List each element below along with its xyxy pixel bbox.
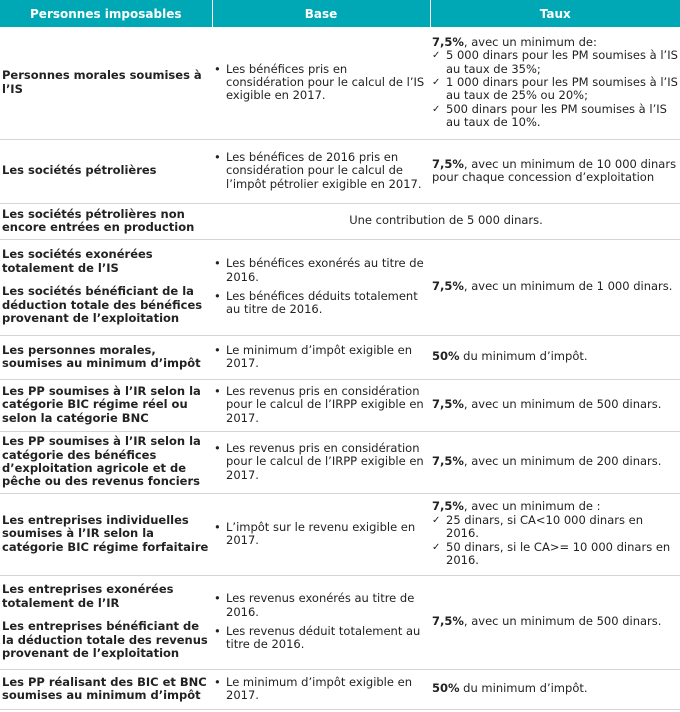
rate-value: 7,5% [432,279,464,294]
rate-value: 7,5% [432,454,464,469]
rate-description: du minimum d’impôt. [459,681,588,696]
rate-cell [430,379,680,431]
base-cell [212,575,430,669]
table-row [0,139,680,203]
base-list [214,151,428,191]
taxpayer-label: Les PP réalisant des BIC et BNC soumises au minimum d’impôt [2,674,207,702]
rate-cell [430,669,680,709]
rate-condition-item: ✓ 1 000 dinars pour les PM soumises à l’IS au taux de 25% ou 20%; [432,76,678,103]
rate-conditions [432,514,678,568]
base-cell [212,669,430,709]
taxpayer-cell [0,575,212,669]
taxpayer-cell [0,335,212,379]
rate-summary [432,158,678,185]
rate-summary [432,36,678,49]
rate-condition-item: ✓ 25 dinars, si CA<10 000 dinars en 2016. [432,514,678,541]
table-row [0,379,680,431]
header-row [0,0,680,27]
base-item: • L’impôt sur le revenu exigible en 2017. [214,521,428,548]
rate-summary [432,350,678,363]
rate-description: , avec un minimum de : [463,499,601,514]
rate-description: , avec un minimum de 200 dinars. [463,454,662,469]
header-taxpayers: Personnes imposables [0,0,212,27]
rate-summary [432,500,678,513]
taxpayer-cell [0,27,212,139]
rate-cell [430,575,680,669]
header-base: Base [212,0,430,27]
taxpayer-cell [0,239,212,335]
base-cell [212,379,430,431]
header-rate: Taux [430,0,680,27]
taxpayer-label: Les sociétés pétrolières non encore entrées en production [2,206,195,234]
taxpayer-cell [0,493,212,575]
base-list [214,63,428,103]
base-list [214,442,428,482]
rate-cell [430,239,680,335]
taxpayer-label: Les sociétés pétrolières [2,163,157,178]
base-item: • Les revenus déduit totalement au titre de 2016. [214,625,428,652]
taxpayer-label: Les entreprises exonérées totalement de l’IR [2,582,174,610]
taxpayer-label: Les personnes morales, soumises au minimum d’impôt [2,342,201,370]
base-cell [212,139,430,203]
rate-value: 7,5% [432,614,464,629]
base-item: • Les bénéfices exonérés au titre de 2016. [214,257,428,284]
merged-rate-cell: Une contribution de 5 000 dinars. [212,203,680,239]
table-row [0,669,680,709]
taxpayer-cell [0,669,212,709]
rate-conditions [432,49,678,129]
rate-value: 7,5% [432,397,464,412]
rate-value: 7,5% [432,499,464,514]
taxpayer-label: Les entreprises bénéficiant de la déduction totale des revenus provenant de l’exploitation [2,619,208,661]
table-row [0,335,680,379]
base-item: • Les revenus pris en considération pour le calcul de l’IRPP exigible en 2017. [214,442,428,482]
base-item: • Les bénéfices pris en considération pour le calcul de l’IS exigible en 2017. [214,63,428,103]
base-item: • Les revenus exonérés au titre de 2016. [214,592,428,619]
taxpayer-cell [0,139,212,203]
base-item: • Le minimum d’impôt exigible en 2017. [214,676,428,703]
rate-cell [430,139,680,203]
rate-cell [430,431,680,493]
rate-summary [432,615,678,628]
table-body [0,27,680,709]
rate-description: , avec un minimum de 500 dinars. [463,397,662,412]
rate-description: , avec un minimum de 500 dinars. [463,614,662,629]
taxpayer-label: Les PP soumises à l’IR selon la catégorie BIC régime réel ou selon la catégorie BNC [2,383,201,425]
rate-description: , avec un minimum de: [463,34,597,49]
taxpayer-cell [0,203,212,239]
rate-cell [430,27,680,139]
taxpayer-label: Les entreprises individuelles soumises à l’IR selon la catégorie BIC régime forfaitaire [2,512,209,554]
base-item: • Les bénéfices déduits totalement au titre de 2016. [214,290,428,317]
base-item: • Les bénéfices de 2016 pris en considération pour le calcul de l’impôt pétrolier exigible en 2017. [214,151,428,191]
taxpayer-cell [0,379,212,431]
table-row [0,27,680,139]
rate-description: , avec un minimum de 10 000 dinars pour chaque concession d’exploitation [432,156,677,184]
base-list [214,592,428,652]
taxpayer-cell [0,431,212,493]
rate-value: 7,5% [432,34,464,49]
base-list [214,521,428,548]
rate-description: , avec un minimum de 1 000 dinars. [463,279,673,294]
base-list [214,385,428,425]
rate-summary [432,398,678,411]
rate-cell [430,335,680,379]
rate-value: 50% [432,349,460,364]
base-cell [212,239,430,335]
rate-value: 50% [432,681,460,696]
taxpayer-label: Les sociétés bénéficiant de la déduction totale des bénéfices provenant de l’exploitation [2,284,203,326]
taxpayer-label: Personnes morales soumises à l’IS [2,68,202,96]
base-item: • Le minimum d’impôt exigible en 2017. [214,344,428,371]
base-list [214,676,428,703]
rate-condition-item: ✓ 5 000 dinars pour les PM soumises à l’IS au taux de 35%; [432,49,678,76]
base-list [214,257,428,317]
rate-summary [432,280,678,293]
base-cell [212,335,430,379]
rate-condition-item: ✓ 500 dinars pour les PM soumises à l’IS au taux de 10%. [432,103,678,130]
rate-description: du minimum d’impôt. [459,349,588,364]
table-row [0,493,680,575]
base-list [214,344,428,371]
table-row [0,203,680,239]
base-cell [212,27,430,139]
rate-summary [432,455,678,468]
taxpayer-label: Les PP soumises à l’IR selon la catégorie des bénéfices d’exploitation agricole et de pêche ou des revenus fonciers [2,434,201,489]
table-row [0,239,680,335]
rate-condition-item: ✓ 50 dinars, si le CA>= 10 000 dinars en 2016. [432,541,678,568]
table-row [0,431,680,493]
base-cell [212,431,430,493]
taxpayer-label: Les sociétés exonérées totalement de l’IS [2,247,153,275]
base-item: • Les revenus pris en considération pour le calcul de l’IRPP exigible en 2017. [214,385,428,425]
rate-summary [432,682,678,695]
base-cell [212,493,430,575]
table-row [0,575,680,669]
rate-cell [430,493,680,575]
rate-value: 7,5% [432,156,464,171]
